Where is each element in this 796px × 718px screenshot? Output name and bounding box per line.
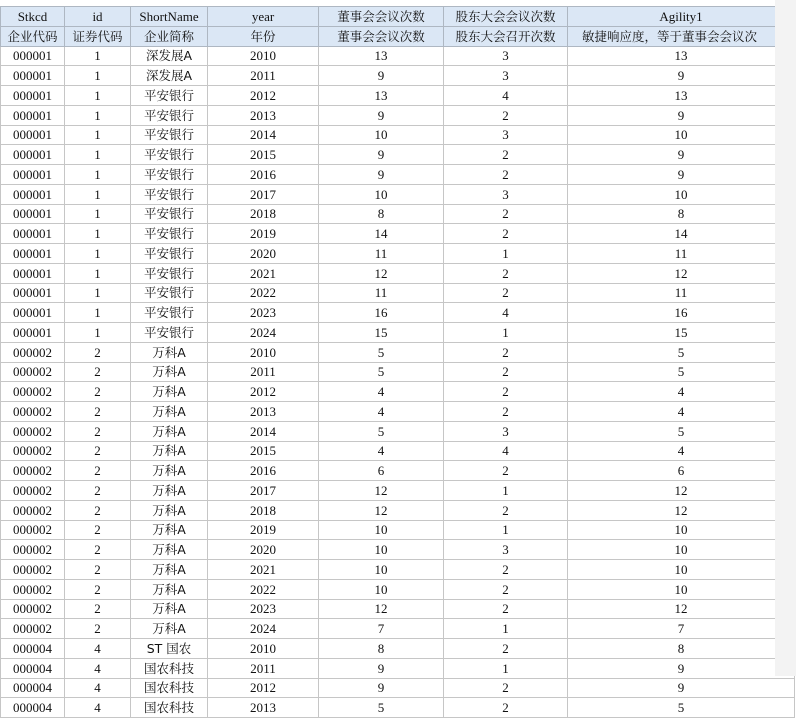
shareholder-meetings-cell[interactable]: 3 bbox=[444, 66, 568, 86]
agility1-cell[interactable]: 10 bbox=[568, 125, 795, 145]
stkcd-cell[interactable]: 000001 bbox=[1, 46, 65, 66]
shortname-cell[interactable]: 国农科技 bbox=[131, 698, 208, 718]
table-row bbox=[1, 421, 795, 441]
shortname-cell[interactable]: 万科A bbox=[131, 579, 208, 599]
shortname-cell[interactable]: 万科A bbox=[131, 599, 208, 619]
year-cell[interactable]: 2017 bbox=[208, 481, 319, 501]
board-meetings-cell[interactable]: 9 bbox=[319, 658, 444, 678]
shortname-cell[interactable]: 深发展A bbox=[131, 46, 208, 66]
shortname-cell[interactable]: 万科A bbox=[131, 441, 208, 461]
header-cell-stkcd[interactable]: Stkcd bbox=[1, 7, 65, 27]
id-cell[interactable]: 1 bbox=[65, 105, 131, 125]
board-meetings-cell[interactable]: 10 bbox=[319, 560, 444, 580]
header-cell-id[interactable]: id bbox=[65, 7, 131, 27]
stkcd-cell[interactable]: 000002 bbox=[1, 481, 65, 501]
year-cell[interactable]: 2024 bbox=[208, 619, 319, 639]
year-cell[interactable]: 2016 bbox=[208, 165, 319, 185]
year-cell[interactable]: 2015 bbox=[208, 441, 319, 461]
stkcd-cell[interactable]: 000004 bbox=[1, 678, 65, 698]
year-cell[interactable]: 2010 bbox=[208, 46, 319, 66]
table-row bbox=[1, 303, 795, 323]
year-cell[interactable]: 2012 bbox=[208, 678, 319, 698]
table-row bbox=[1, 165, 795, 185]
agility1-cell[interactable]: 5 bbox=[568, 698, 795, 718]
id-cell[interactable]: 2 bbox=[65, 599, 131, 619]
shareholder-meetings-cell[interactable]: 1 bbox=[444, 619, 568, 639]
id-cell[interactable]: 1 bbox=[65, 46, 131, 66]
agility1-cell[interactable]: 7 bbox=[568, 619, 795, 639]
stkcd-cell[interactable]: 000002 bbox=[1, 362, 65, 382]
shareholder-meetings-cell[interactable]: 2 bbox=[444, 461, 568, 481]
header-cell-board-meetings[interactable]: 董事会会议次数 bbox=[319, 7, 444, 27]
shortname-cell[interactable]: ST 国农 bbox=[131, 639, 208, 659]
table-row bbox=[1, 658, 795, 678]
table-row bbox=[1, 639, 795, 659]
shortname-cell[interactable]: 平安银行 bbox=[131, 244, 208, 264]
shortname-cell[interactable]: 平安银行 bbox=[131, 105, 208, 125]
stkcd-cell[interactable]: 000001 bbox=[1, 244, 65, 264]
id-cell[interactable]: 1 bbox=[65, 283, 131, 303]
year-cell[interactable]: 2024 bbox=[208, 323, 319, 343]
shareholder-meetings-cell[interactable]: 2 bbox=[444, 362, 568, 382]
agility1-cell[interactable]: 12 bbox=[568, 500, 795, 520]
shortname-cell[interactable]: 万科A bbox=[131, 421, 208, 441]
stkcd-cell[interactable]: 000004 bbox=[1, 658, 65, 678]
agility1-cell[interactable]: 9 bbox=[568, 145, 795, 165]
stkcd-cell[interactable]: 000002 bbox=[1, 540, 65, 560]
table-row bbox=[1, 599, 795, 619]
year-cell[interactable]: 2014 bbox=[208, 125, 319, 145]
year-cell[interactable]: 2020 bbox=[208, 244, 319, 264]
id-cell[interactable]: 2 bbox=[65, 362, 131, 382]
shortname-cell[interactable]: 国农科技 bbox=[131, 658, 208, 678]
table-row bbox=[1, 46, 795, 66]
id-cell[interactable]: 2 bbox=[65, 441, 131, 461]
shortname-cell[interactable]: 平安银行 bbox=[131, 184, 208, 204]
shareholder-meetings-cell[interactable]: 2 bbox=[444, 579, 568, 599]
stkcd-cell[interactable]: 000002 bbox=[1, 619, 65, 639]
shareholder-meetings-cell[interactable]: 3 bbox=[444, 125, 568, 145]
id-cell[interactable]: 1 bbox=[65, 204, 131, 224]
stkcd-cell[interactable]: 000002 bbox=[1, 402, 65, 422]
board-meetings-cell[interactable]: 11 bbox=[319, 244, 444, 264]
id-cell[interactable]: 2 bbox=[65, 520, 131, 540]
data-table bbox=[0, 6, 795, 718]
year-cell[interactable]: 2019 bbox=[208, 224, 319, 244]
year-cell[interactable]: 2011 bbox=[208, 658, 319, 678]
year-cell[interactable]: 2017 bbox=[208, 184, 319, 204]
agility1-cell[interactable]: 15 bbox=[568, 323, 795, 343]
id-cell[interactable]: 2 bbox=[65, 461, 131, 481]
agility1-cell[interactable]: 10 bbox=[568, 579, 795, 599]
board-meetings-cell[interactable]: 7 bbox=[319, 619, 444, 639]
year-cell[interactable]: 2018 bbox=[208, 204, 319, 224]
stkcd-cell[interactable]: 000002 bbox=[1, 342, 65, 362]
board-meetings-cell[interactable]: 10 bbox=[319, 125, 444, 145]
shortname-cell[interactable]: 平安银行 bbox=[131, 263, 208, 283]
stkcd-cell[interactable]: 000001 bbox=[1, 204, 65, 224]
agility1-cell[interactable]: 9 bbox=[568, 678, 795, 698]
shareholder-meetings-cell[interactable]: 2 bbox=[444, 224, 568, 244]
shareholder-meetings-cell[interactable]: 2 bbox=[444, 599, 568, 619]
agility1-cell[interactable]: 11 bbox=[568, 283, 795, 303]
id-cell[interactable]: 4 bbox=[65, 639, 131, 659]
year-cell[interactable]: 2010 bbox=[208, 342, 319, 362]
id-cell[interactable]: 2 bbox=[65, 500, 131, 520]
shareholder-meetings-cell[interactable]: 2 bbox=[444, 402, 568, 422]
id-cell[interactable]: 4 bbox=[65, 658, 131, 678]
shareholder-meetings-cell[interactable]: 2 bbox=[444, 145, 568, 165]
shortname-cell[interactable]: 万科A bbox=[131, 500, 208, 520]
year-cell[interactable]: 2013 bbox=[208, 698, 319, 718]
id-cell[interactable]: 2 bbox=[65, 481, 131, 501]
board-meetings-cell[interactable]: 13 bbox=[319, 46, 444, 66]
board-meetings-cell[interactable]: 12 bbox=[319, 481, 444, 501]
shareholder-meetings-cell[interactable]: 1 bbox=[444, 323, 568, 343]
table-row bbox=[1, 579, 795, 599]
id-cell[interactable]: 1 bbox=[65, 125, 131, 145]
table-row bbox=[1, 520, 795, 540]
table-row bbox=[1, 342, 795, 362]
agility1-cell[interactable]: 12 bbox=[568, 599, 795, 619]
shareholder-meetings-cell[interactable]: 2 bbox=[444, 678, 568, 698]
year-cell[interactable]: 2013 bbox=[208, 402, 319, 422]
board-meetings-cell[interactable]: 9 bbox=[319, 678, 444, 698]
table-row bbox=[1, 263, 795, 283]
board-meetings-cell[interactable]: 14 bbox=[319, 224, 444, 244]
agility1-cell[interactable]: 13 bbox=[568, 46, 795, 66]
table-row bbox=[1, 283, 795, 303]
table-row bbox=[1, 184, 795, 204]
year-cell[interactable]: 2021 bbox=[208, 263, 319, 283]
id-cell[interactable]: 1 bbox=[65, 263, 131, 283]
table-row bbox=[1, 461, 795, 481]
label-cell-board-meetings[interactable]: 董事会会议次数 bbox=[319, 26, 444, 46]
year-cell[interactable]: 2022 bbox=[208, 579, 319, 599]
board-meetings-cell[interactable]: 5 bbox=[319, 342, 444, 362]
table-row bbox=[1, 86, 795, 106]
shortname-cell[interactable]: 平安银行 bbox=[131, 145, 208, 165]
shortname-cell[interactable]: 平安银行 bbox=[131, 224, 208, 244]
label-cell-shareholder-meetings[interactable]: 股东大会召开次数 bbox=[444, 26, 568, 46]
shareholder-meetings-cell[interactable]: 3 bbox=[444, 46, 568, 66]
id-cell[interactable]: 1 bbox=[65, 323, 131, 343]
year-cell[interactable]: 2020 bbox=[208, 540, 319, 560]
shareholder-meetings-cell[interactable]: 1 bbox=[444, 520, 568, 540]
table-row bbox=[1, 500, 795, 520]
shortname-cell[interactable]: 国农科技 bbox=[131, 678, 208, 698]
stkcd-cell[interactable]: 000001 bbox=[1, 184, 65, 204]
shareholder-meetings-cell[interactable]: 2 bbox=[444, 204, 568, 224]
shareholder-meetings-cell[interactable]: 2 bbox=[444, 283, 568, 303]
agility1-cell[interactable]: 5 bbox=[568, 342, 795, 362]
stkcd-cell[interactable]: 000002 bbox=[1, 560, 65, 580]
agility1-cell[interactable]: 4 bbox=[568, 441, 795, 461]
shareholder-meetings-cell[interactable]: 2 bbox=[444, 639, 568, 659]
board-meetings-cell[interactable]: 5 bbox=[319, 362, 444, 382]
shortname-cell[interactable]: 万科A bbox=[131, 342, 208, 362]
stkcd-cell[interactable]: 000001 bbox=[1, 145, 65, 165]
board-meetings-cell[interactable]: 6 bbox=[319, 461, 444, 481]
shortname-cell[interactable]: 万科A bbox=[131, 382, 208, 402]
shareholder-meetings-cell[interactable]: 1 bbox=[444, 244, 568, 264]
table-row bbox=[1, 619, 795, 639]
table-row bbox=[1, 441, 795, 461]
shortname-cell[interactable]: 平安银行 bbox=[131, 165, 208, 185]
year-cell[interactable]: 2023 bbox=[208, 303, 319, 323]
year-cell[interactable]: 2011 bbox=[208, 66, 319, 86]
board-meetings-cell[interactable]: 5 bbox=[319, 698, 444, 718]
shortname-cell[interactable]: 平安银行 bbox=[131, 86, 208, 106]
gray-margin-strip bbox=[775, 0, 796, 676]
shortname-cell[interactable]: 万科A bbox=[131, 461, 208, 481]
id-cell[interactable]: 1 bbox=[65, 303, 131, 323]
agility1-cell[interactable]: 10 bbox=[568, 184, 795, 204]
agility1-cell[interactable]: 8 bbox=[568, 639, 795, 659]
board-meetings-cell[interactable]: 12 bbox=[319, 500, 444, 520]
year-cell[interactable]: 2019 bbox=[208, 520, 319, 540]
shortname-cell[interactable]: 平安银行 bbox=[131, 204, 208, 224]
shortname-cell[interactable]: 万科A bbox=[131, 481, 208, 501]
shortname-cell[interactable]: 万科A bbox=[131, 540, 208, 560]
id-cell[interactable]: 4 bbox=[65, 698, 131, 718]
shareholder-meetings-cell[interactable]: 1 bbox=[444, 481, 568, 501]
stkcd-cell[interactable]: 000002 bbox=[1, 579, 65, 599]
board-meetings-cell[interactable]: 10 bbox=[319, 184, 444, 204]
shareholder-meetings-cell[interactable]: 3 bbox=[444, 421, 568, 441]
stkcd-cell[interactable]: 000001 bbox=[1, 263, 65, 283]
board-meetings-cell[interactable]: 8 bbox=[319, 204, 444, 224]
board-meetings-cell[interactable]: 8 bbox=[319, 639, 444, 659]
label-cell-stkcd[interactable]: 企业代码 bbox=[1, 26, 65, 46]
id-cell[interactable]: 2 bbox=[65, 540, 131, 560]
stkcd-cell[interactable]: 000004 bbox=[1, 639, 65, 659]
stkcd-cell[interactable]: 000001 bbox=[1, 165, 65, 185]
shortname-cell[interactable]: 平安银行 bbox=[131, 303, 208, 323]
stkcd-cell[interactable]: 000002 bbox=[1, 461, 65, 481]
agility1-cell[interactable]: 9 bbox=[568, 105, 795, 125]
shareholder-meetings-cell[interactable]: 4 bbox=[444, 86, 568, 106]
shortname-cell[interactable]: 万科A bbox=[131, 520, 208, 540]
id-cell[interactable]: 2 bbox=[65, 382, 131, 402]
label-cell-shortname[interactable]: 企业简称 bbox=[131, 26, 208, 46]
stkcd-cell[interactable]: 000001 bbox=[1, 323, 65, 343]
agility1-cell[interactable]: 8 bbox=[568, 204, 795, 224]
stkcd-cell[interactable]: 000001 bbox=[1, 303, 65, 323]
table-row bbox=[1, 560, 795, 580]
board-meetings-cell[interactable]: 4 bbox=[319, 402, 444, 422]
shareholder-meetings-cell[interactable]: 2 bbox=[444, 560, 568, 580]
agility1-cell[interactable]: 6 bbox=[568, 461, 795, 481]
id-cell[interactable]: 2 bbox=[65, 342, 131, 362]
header-cell-shareholder-meetings[interactable]: 股东大会会议次数 bbox=[444, 7, 568, 27]
field-name-row bbox=[1, 7, 795, 27]
agility1-cell[interactable]: 13 bbox=[568, 86, 795, 106]
agility1-cell[interactable]: 5 bbox=[568, 421, 795, 441]
agility1-cell[interactable]: 4 bbox=[568, 382, 795, 402]
shortname-cell[interactable]: 平安银行 bbox=[131, 323, 208, 343]
id-cell[interactable]: 2 bbox=[65, 619, 131, 639]
id-cell[interactable]: 2 bbox=[65, 421, 131, 441]
shortname-cell[interactable]: 深发展A bbox=[131, 66, 208, 86]
year-cell[interactable]: 2010 bbox=[208, 639, 319, 659]
shortname-cell[interactable]: 万科A bbox=[131, 362, 208, 382]
shortname-cell[interactable]: 万科A bbox=[131, 402, 208, 422]
agility1-cell[interactable]: 12 bbox=[568, 263, 795, 283]
table-row bbox=[1, 125, 795, 145]
id-cell[interactable]: 1 bbox=[65, 86, 131, 106]
year-cell[interactable]: 2022 bbox=[208, 283, 319, 303]
table-row bbox=[1, 105, 795, 125]
shareholder-meetings-cell[interactable]: 2 bbox=[444, 698, 568, 718]
stkcd-cell[interactable]: 000002 bbox=[1, 520, 65, 540]
year-cell[interactable]: 2018 bbox=[208, 500, 319, 520]
year-cell[interactable]: 2016 bbox=[208, 461, 319, 481]
id-cell[interactable]: 2 bbox=[65, 579, 131, 599]
table-row bbox=[1, 244, 795, 264]
label-cell-agility1[interactable]: 敏捷响应度，等于董事会会议次 bbox=[568, 26, 795, 46]
table-row bbox=[1, 224, 795, 244]
board-meetings-cell[interactable]: 4 bbox=[319, 382, 444, 402]
board-meetings-cell[interactable]: 10 bbox=[319, 520, 444, 540]
shareholder-meetings-cell[interactable]: 2 bbox=[444, 165, 568, 185]
agility1-cell[interactable]: 12 bbox=[568, 481, 795, 501]
table-row bbox=[1, 402, 795, 422]
board-meetings-cell[interactable]: 11 bbox=[319, 283, 444, 303]
agility1-cell[interactable]: 10 bbox=[568, 540, 795, 560]
year-cell[interactable]: 2015 bbox=[208, 145, 319, 165]
stkcd-cell[interactable]: 000002 bbox=[1, 500, 65, 520]
shareholder-meetings-cell[interactable]: 3 bbox=[444, 184, 568, 204]
year-cell[interactable]: 2013 bbox=[208, 105, 319, 125]
stkcd-cell[interactable]: 000002 bbox=[1, 421, 65, 441]
shareholder-meetings-cell[interactable]: 2 bbox=[444, 263, 568, 283]
id-cell[interactable]: 4 bbox=[65, 678, 131, 698]
table-row bbox=[1, 678, 795, 698]
agility1-cell[interactable]: 16 bbox=[568, 303, 795, 323]
table-row bbox=[1, 481, 795, 501]
label-cell-year[interactable]: 年份 bbox=[208, 26, 319, 46]
stkcd-cell[interactable]: 000001 bbox=[1, 105, 65, 125]
stkcd-cell[interactable]: 000004 bbox=[1, 698, 65, 718]
table-row bbox=[1, 540, 795, 560]
agility1-cell[interactable]: 9 bbox=[568, 658, 795, 678]
shareholder-meetings-cell[interactable]: 2 bbox=[444, 342, 568, 362]
shortname-cell[interactable]: 万科A bbox=[131, 619, 208, 639]
board-meetings-cell[interactable]: 9 bbox=[319, 105, 444, 125]
stkcd-cell[interactable]: 000002 bbox=[1, 599, 65, 619]
header-cell-shortname[interactable]: ShortName bbox=[131, 7, 208, 27]
board-meetings-cell[interactable]: 16 bbox=[319, 303, 444, 323]
board-meetings-cell[interactable]: 9 bbox=[319, 145, 444, 165]
board-meetings-cell[interactable]: 9 bbox=[319, 165, 444, 185]
id-cell[interactable]: 1 bbox=[65, 244, 131, 264]
id-cell[interactable]: 2 bbox=[65, 560, 131, 580]
year-cell[interactable]: 2021 bbox=[208, 560, 319, 580]
board-meetings-cell[interactable]: 10 bbox=[319, 579, 444, 599]
shareholder-meetings-cell[interactable]: 4 bbox=[444, 303, 568, 323]
board-meetings-cell[interactable]: 9 bbox=[319, 66, 444, 86]
board-meetings-cell[interactable]: 15 bbox=[319, 323, 444, 343]
year-cell[interactable]: 2012 bbox=[208, 382, 319, 402]
table-row bbox=[1, 323, 795, 343]
id-cell[interactable]: 1 bbox=[65, 224, 131, 244]
board-meetings-cell[interactable]: 4 bbox=[319, 441, 444, 461]
table-row bbox=[1, 382, 795, 402]
shortname-cell[interactable]: 平安银行 bbox=[131, 283, 208, 303]
stkcd-cell[interactable]: 000001 bbox=[1, 283, 65, 303]
table-row bbox=[1, 145, 795, 165]
stkcd-cell[interactable]: 000001 bbox=[1, 224, 65, 244]
year-cell[interactable]: 2014 bbox=[208, 421, 319, 441]
shortname-cell[interactable]: 万科A bbox=[131, 560, 208, 580]
table-row bbox=[1, 204, 795, 224]
shortname-cell[interactable]: 平安银行 bbox=[131, 125, 208, 145]
shareholder-meetings-cell[interactable]: 1 bbox=[444, 658, 568, 678]
table-row bbox=[1, 66, 795, 86]
label-cell-id[interactable]: 证券代码 bbox=[65, 26, 131, 46]
year-cell[interactable]: 2012 bbox=[208, 86, 319, 106]
id-cell[interactable]: 2 bbox=[65, 402, 131, 422]
stkcd-cell[interactable]: 000001 bbox=[1, 86, 65, 106]
field-label-row bbox=[1, 26, 795, 46]
agility1-cell[interactable]: 11 bbox=[568, 244, 795, 264]
stkcd-cell[interactable]: 000001 bbox=[1, 66, 65, 86]
shareholder-meetings-cell[interactable]: 2 bbox=[444, 105, 568, 125]
id-cell[interactable]: 1 bbox=[65, 66, 131, 86]
id-cell[interactable]: 1 bbox=[65, 145, 131, 165]
agility1-cell[interactable]: 9 bbox=[568, 165, 795, 185]
table-row bbox=[1, 362, 795, 382]
board-meetings-cell[interactable]: 5 bbox=[319, 421, 444, 441]
year-cell[interactable]: 2023 bbox=[208, 599, 319, 619]
board-meetings-cell[interactable]: 12 bbox=[319, 263, 444, 283]
header-cell-agility1[interactable]: Agility1 bbox=[568, 7, 795, 27]
agility1-cell[interactable]: 4 bbox=[568, 402, 795, 422]
agility1-cell[interactable]: 5 bbox=[568, 362, 795, 382]
year-cell[interactable]: 2011 bbox=[208, 362, 319, 382]
id-cell[interactable]: 1 bbox=[65, 165, 131, 185]
agility1-cell[interactable]: 9 bbox=[568, 66, 795, 86]
shareholder-meetings-cell[interactable]: 2 bbox=[444, 382, 568, 402]
id-cell[interactable]: 1 bbox=[65, 184, 131, 204]
board-meetings-cell[interactable]: 13 bbox=[319, 86, 444, 106]
shareholder-meetings-cell[interactable]: 3 bbox=[444, 540, 568, 560]
stkcd-cell[interactable]: 000001 bbox=[1, 125, 65, 145]
agility1-cell[interactable]: 10 bbox=[568, 560, 795, 580]
board-meetings-cell[interactable]: 12 bbox=[319, 599, 444, 619]
agility1-cell[interactable]: 14 bbox=[568, 224, 795, 244]
shareholder-meetings-cell[interactable]: 2 bbox=[444, 500, 568, 520]
board-meetings-cell[interactable]: 10 bbox=[319, 540, 444, 560]
table-row bbox=[1, 698, 795, 718]
shareholder-meetings-cell[interactable]: 4 bbox=[444, 441, 568, 461]
stkcd-cell[interactable]: 000002 bbox=[1, 441, 65, 461]
stkcd-cell[interactable]: 000002 bbox=[1, 382, 65, 402]
agility1-cell[interactable]: 10 bbox=[568, 520, 795, 540]
header-cell-year[interactable]: year bbox=[208, 7, 319, 27]
